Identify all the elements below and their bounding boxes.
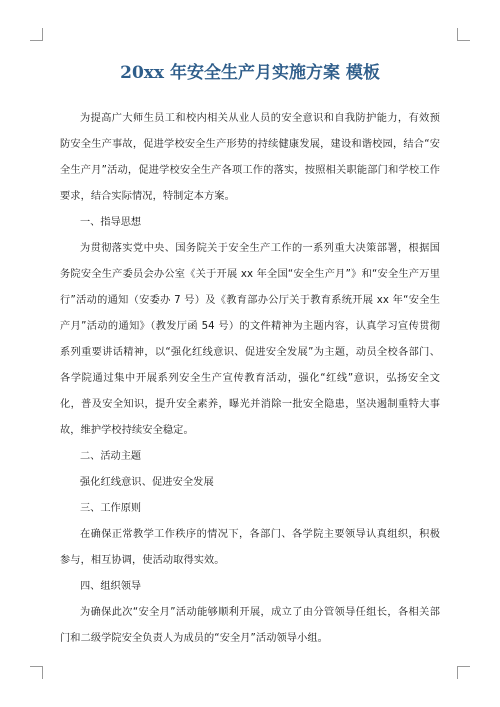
section-heading-activity-theme: 二、活动主题	[80, 451, 142, 462]
document-title: 20xx 年安全生产月实施方案 模板	[120, 63, 380, 83]
corner-mark-bottom-left	[30, 666, 43, 679]
document-body	[60, 60, 440, 652]
section-heading-guiding-thought: 一、指导思想	[80, 217, 142, 228]
section-text-organization: 为确保此次“安全月”活动能够顺利开展，成立了由分管领导任组长，各相关部门和二级学院安全负责人为成员的“安全月”活动领导小组。	[60, 607, 440, 644]
corner-mark-bottom-right	[457, 666, 470, 679]
section-text-guiding-thought: 为贯彻落实党中央、国务院关于安全生产工作的一系列重大决策部署，根据国务院安全生产委员会办公室《关于开展 xx 年全国“安全生产月”》和“安全生产万里行”活动的通知（安委办 7 号）及《教育部办公厅关于教育系统开展 xx 年“安全生产月”活动的通知》（教发厅函 54 号）的文件精神为主题内容，认真学习宣传贯彻系列重要讲话精神，以“强化红线意识、促进安全发展”为主题，动员全校各部门、各学院通过集中开展系列安全生产宣传教育活动，强化“红线”意识，弘扬安全文化，普及安全知识，提升安全素养，曝光并消除一批安全隐患，坚决遏制重特大事故，维护学校持续安全稳定。	[60, 243, 440, 436]
intro-paragraph: 为提高广大师生员工和校内相关从业人员的安全意识和自我防护能力，有效预防安全生产事故，促进学校安全生产形势的持续健康发展，建设和谐校园，结合“安全生产月”活动，促进学校安全生产各项工作的落实，按照相关职能部门和学校工作要求，结合实际情况，特制定本方案。	[60, 113, 440, 202]
section-heading-work-principles: 三、工作原则	[80, 503, 142, 514]
section-heading-organization: 四、组织领导	[80, 581, 142, 592]
section-text-activity-theme: 强化红线意识、促进安全发展	[80, 477, 214, 488]
corner-mark-top-right	[457, 28, 470, 41]
corner-mark-top-left	[30, 28, 43, 41]
section-text-work-principles: 在确保正常教学工作秩序的情况下，各部门、各学院主要领导认真组织，积极参与，相互协调，使活动取得实效。	[60, 529, 440, 566]
